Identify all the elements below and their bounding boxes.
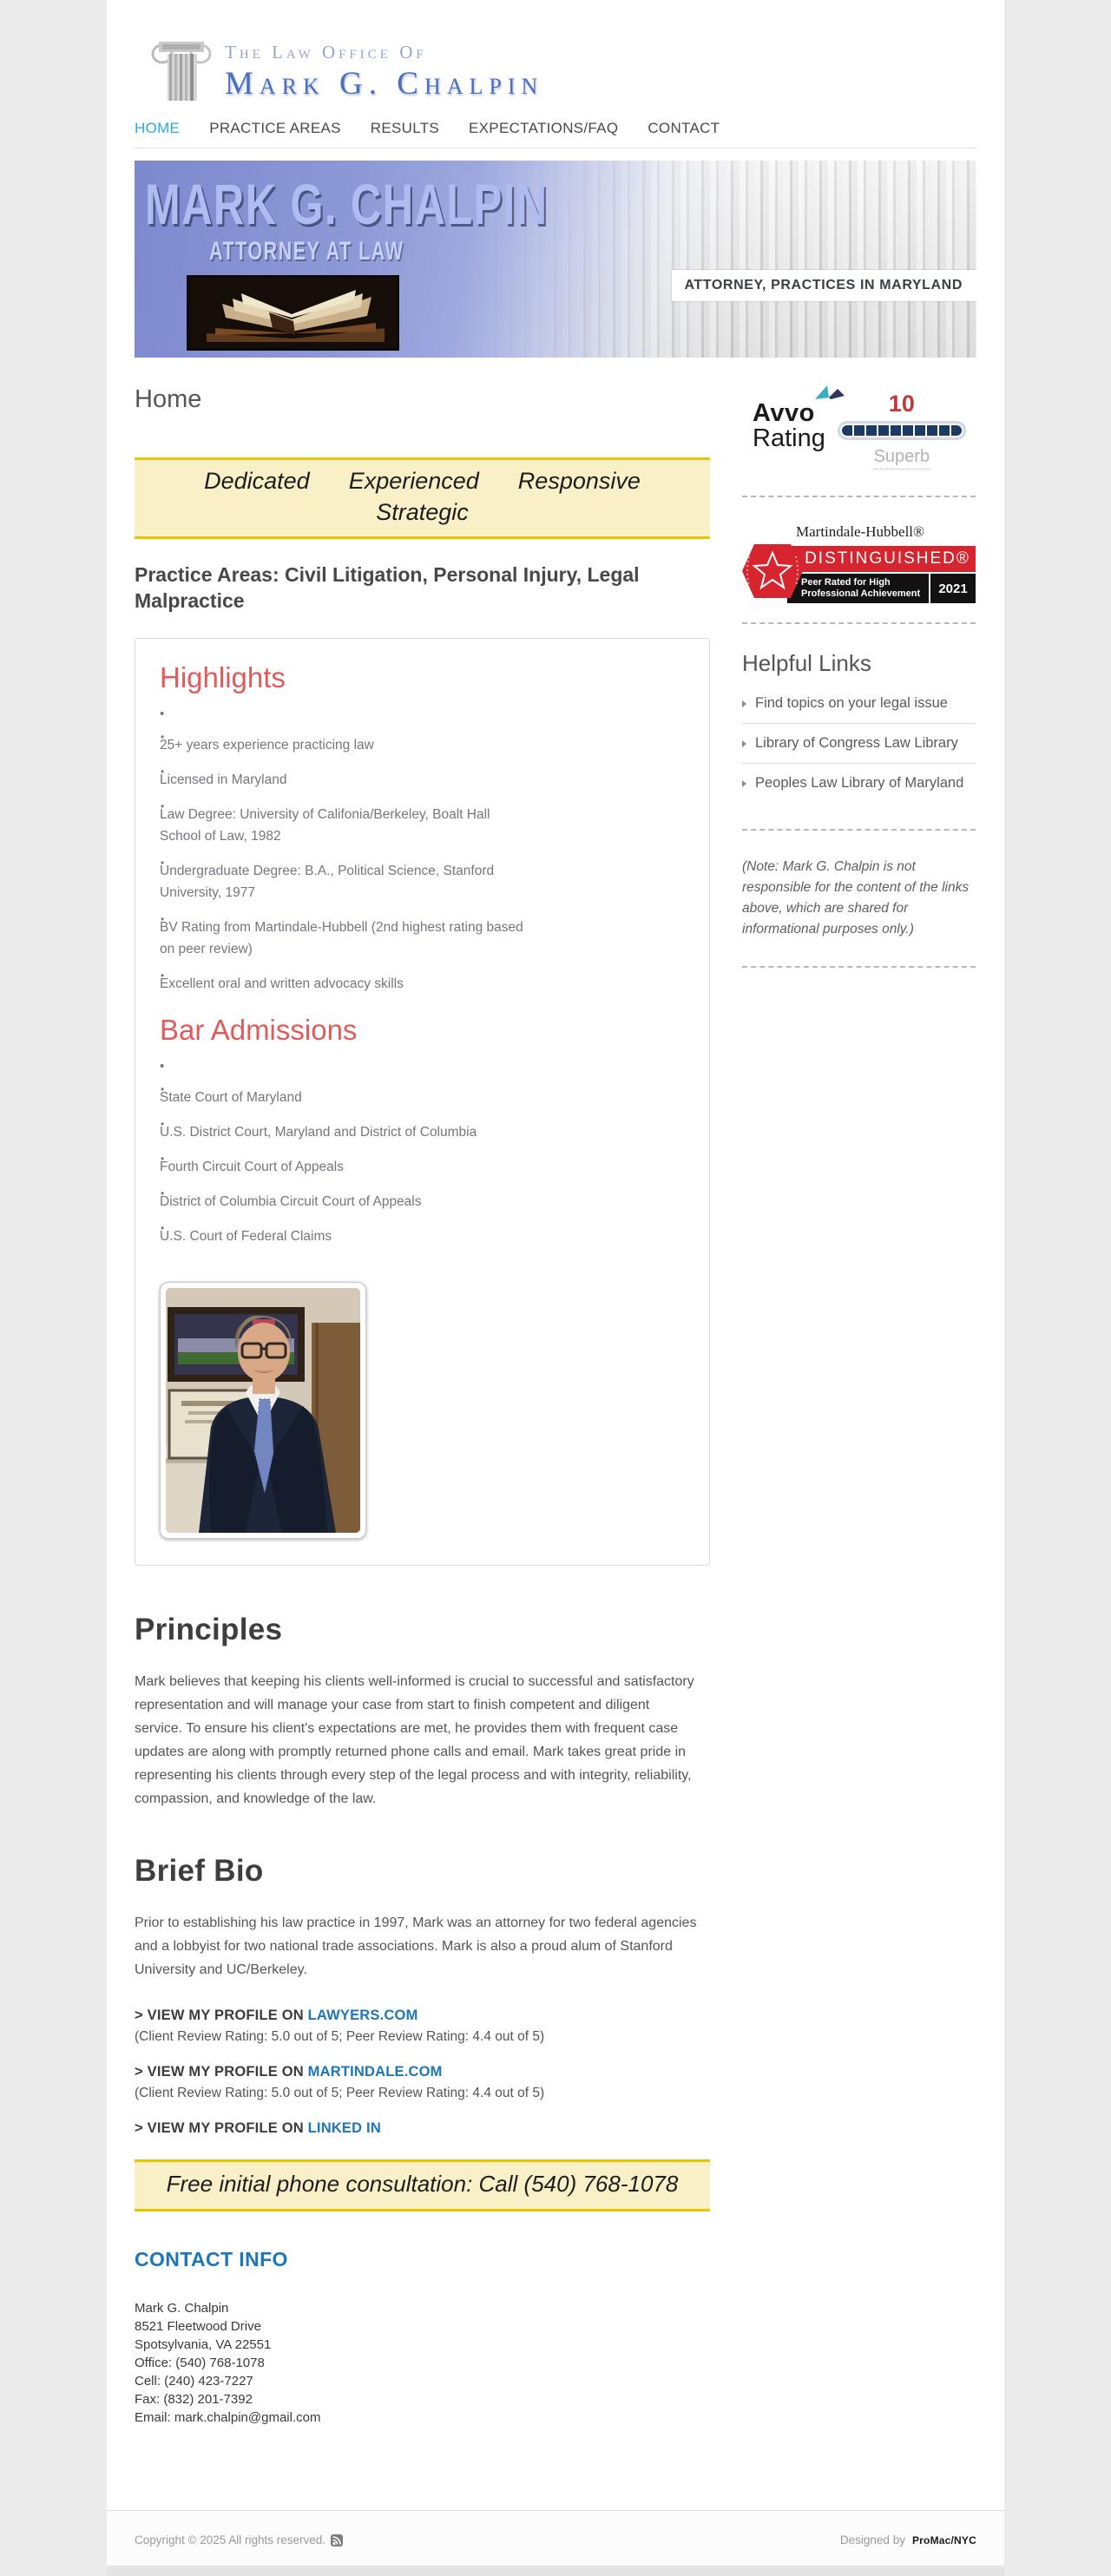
avvo-brand <box>753 384 825 453</box>
tagline-line2: Strategic <box>376 499 469 525</box>
page-container <box>107 0 1004 2576</box>
avvo-score-bar <box>838 421 966 440</box>
highlight-item: • Law Degree: University of Califonia/Berkeley, Boalt Hall School of Law, 1982 <box>160 804 535 847</box>
consultation-text: Free initial phone consultation: Call (540) 768-1078 <box>166 2171 679 2197</box>
contact-name: Mark G. Chalpin <box>135 2301 229 2316</box>
contact-address-block <box>135 2299 710 2427</box>
profile-prefix: > VIEW MY PROFILE ON <box>135 2120 308 2136</box>
avvo-score: 10 <box>888 391 915 417</box>
contact-street: 8521 Fleetwood Drive <box>135 2319 261 2334</box>
bar-admission-item: • U.S. District Court, Maryland and District of Columbia <box>160 1121 535 1143</box>
martindale-black-row <box>787 574 976 603</box>
logo-tagline: The Law Office Of <box>225 42 427 62</box>
divider <box>742 496 976 497</box>
highlights-list <box>160 734 535 995</box>
sidebar-disclaimer-note: (Note: Mark G. Chalpin is not responsible for the content of the links above, which are shared for informational purposes only.) <box>742 859 970 936</box>
martindale-hubbell-badge[interactable] <box>742 523 976 599</box>
rss-icon[interactable] <box>331 2534 343 2546</box>
bar-admissions-heading: Bar Admissions <box>160 1014 358 1046</box>
profile-prefix: > VIEW MY PROFILE ON <box>135 2064 308 2080</box>
law-books-photo <box>187 275 399 351</box>
profile-line <box>135 2120 710 2137</box>
martindale-year: 2021 <box>930 574 976 603</box>
martindale-badge-body <box>742 546 976 599</box>
arrow-right-icon <box>742 700 746 707</box>
hero-banner <box>135 161 976 358</box>
martindale-bands <box>787 546 976 603</box>
helpful-link-library-of-congress[interactable] <box>742 724 976 764</box>
rating-line: (Client Review Rating: 5.0 out of 5; Peer Review Rating: 4.4 out of 5) <box>135 2086 545 2100</box>
avvo-score-column <box>838 384 966 470</box>
divider <box>742 622 976 624</box>
banner-attorney-name: MARK G. CHALPIN <box>145 172 549 236</box>
profile-group-martindale <box>135 2064 710 2101</box>
contact-cell-phone: Cell: (240) 423-7227 <box>135 2374 253 2389</box>
avvo-superb-label[interactable]: Superb <box>874 447 930 470</box>
designed-by <box>840 2533 976 2546</box>
avvo-rating-widget[interactable] <box>742 384 976 470</box>
martindale-com-link[interactable]: MARTINDALE.COM <box>307 2064 443 2080</box>
highlights-heading: Highlights <box>160 661 286 693</box>
nav-item-expectations-faq[interactable]: EXPECTATIONS/FAQ <box>469 120 619 136</box>
contact-fax: Fax: (832) 201-7392 <box>135 2392 253 2407</box>
avvo-brand-line1: Avvo <box>753 399 815 427</box>
principles-paragraph: Mark believes that keeping his clients well-informed is crucial to successful and satisfactory representation and will manage your case from start to finish competent and diligent service. To ensure his client's expectations are met, he provides them with frequent case updates are along with promptly returned phone calls and email. Mark takes great pride in representing his clients through every step of the legal process and with integrity, reliability, compassion, and knowledge of the law. <box>135 1674 694 1806</box>
avvo-brand-line2: Rating <box>753 424 825 452</box>
contact-office-phone: Office: (540) 768-1078 <box>135 2356 265 2370</box>
nav-item-practice-areas[interactable]: PRACTICE AREAS <box>209 120 341 136</box>
practice-areas-line: Practice Areas: Civil Litigation, Personal Injury, Legal Malpractice <box>135 563 640 612</box>
banner-ribbon: ATTORNEY, PRACTICES IN MARYLAND <box>672 270 976 301</box>
column-pillar-icon <box>150 35 213 102</box>
helpful-links-heading: Helpful Links <box>742 650 871 676</box>
logo-text <box>225 35 543 102</box>
site-footer <box>107 2510 1004 2566</box>
martindale-peer-rated-text: Peer Rated for High Professional Achievement <box>787 574 929 603</box>
lawyers-com-link[interactable]: LAWYERS.COM <box>307 2008 418 2023</box>
highlights-card <box>135 638 710 1566</box>
page-title: Home <box>135 385 202 413</box>
bar-admission-item: • District of Columbia Circuit Court of Appeals <box>160 1191 535 1212</box>
brief-bio-heading: Brief Bio <box>135 1854 264 1888</box>
bar-admissions-list <box>160 1087 535 1247</box>
helpful-link-label: Find topics on your legal issue <box>755 695 948 711</box>
brief-bio-paragraph: Prior to establishing his law practice in 1997, Mark was an attorney for two federal agencies and a lobbyist for two national trade associations. Mark is also a proud alum of Stanford University and UC/Berkeley. <box>135 1916 697 1977</box>
bar-admission-item: • Fourth Circuit Court of Appeals <box>160 1156 535 1178</box>
contact-city: Spotsylvania, VA 22551 <box>135 2337 272 2352</box>
copyright <box>135 2533 343 2546</box>
arrow-right-icon <box>742 740 746 747</box>
sidebar <box>742 375 976 2427</box>
site-header <box>107 0 1004 148</box>
highlight-item: • Licensed in Maryland <box>160 769 535 791</box>
martindale-brand: Martindale-Hubbell® <box>796 523 924 540</box>
bottom-strip <box>107 2566 1004 2576</box>
banner-subtitle: ATTORNEY AT LAW <box>209 237 404 266</box>
helpful-link-legal-topics[interactable] <box>742 684 976 724</box>
arrow-right-icon <box>742 780 746 787</box>
linkedin-link[interactable]: LINKED IN <box>307 2120 381 2136</box>
promac-nyc-link[interactable]: ProMac/NYC <box>911 2533 976 2546</box>
highlight-item: • Undergraduate Degree: B.A., Political Science, Stanford University, 1977 <box>160 860 535 904</box>
nav-item-home[interactable]: HOME <box>135 120 181 136</box>
highlight-item: • 25+ years experience practicing law <box>160 734 535 756</box>
helpful-link-peoples-law-library[interactable] <box>742 764 976 803</box>
highlight-item: • Excellent oral and written advocacy skills <box>160 973 535 995</box>
profile-prefix: > VIEW MY PROFILE ON <box>135 2008 308 2023</box>
nav-item-results[interactable]: RESULTS <box>370 120 440 136</box>
profile-line <box>135 2008 710 2024</box>
rating-line: (Client Review Rating: 5.0 out of 5; Peer Review Rating: 4.4 out of 5) <box>135 2029 545 2044</box>
copyright-text: Copyright © 2025 All rights reserved. <box>135 2533 326 2546</box>
profile-line <box>135 2064 710 2080</box>
principles-heading: Principles <box>135 1613 283 1646</box>
bar-admission-item: • State Court of Maryland <box>160 1087 535 1108</box>
logo[interactable] <box>150 35 976 102</box>
nav-item-contact[interactable]: CONTACT <box>648 120 720 136</box>
contact-info-heading: CONTACT INFO <box>135 2248 288 2270</box>
divider <box>742 966 976 968</box>
tagline-line1: Dedicated Experienced Responsive <box>204 468 641 494</box>
main-column <box>135 375 710 2427</box>
content-area <box>107 358 1004 2427</box>
bullet-marker: • <box>160 1059 165 1074</box>
highlight-item: • BV Rating from Martindale-Hubbell (2nd highest rating based on peer review) <box>160 917 535 960</box>
designed-by-text: Designed by <box>839 2533 905 2546</box>
martindale-star-hexagon-icon <box>742 544 803 598</box>
bullet-marker: • <box>160 706 165 721</box>
profile-links <box>135 2008 710 2137</box>
divider <box>742 829 976 831</box>
profile-group-lawyers <box>135 2008 710 2045</box>
logo-name: Mark G. Chalpin <box>225 66 544 102</box>
profile-group-linkedin <box>135 2120 710 2137</box>
helpful-link-label: Peoples Law Library of Maryland <box>755 775 964 791</box>
tagline-box <box>135 457 710 539</box>
attorney-portrait-photo <box>160 1282 366 1539</box>
martindale-distinguished-band: DISTINGUISHED® <box>787 546 976 572</box>
bar-admission-item: • U.S. Court of Federal Claims <box>160 1226 535 1247</box>
helpful-link-label: Library of Congress Law Library <box>755 735 958 751</box>
helpful-links-list <box>742 684 976 803</box>
avvo-flag-icon <box>815 385 845 408</box>
consultation-banner <box>135 2159 710 2211</box>
main-nav <box>135 120 976 148</box>
contact-email: Email: mark.chalpin@gmail.com <box>135 2410 321 2425</box>
